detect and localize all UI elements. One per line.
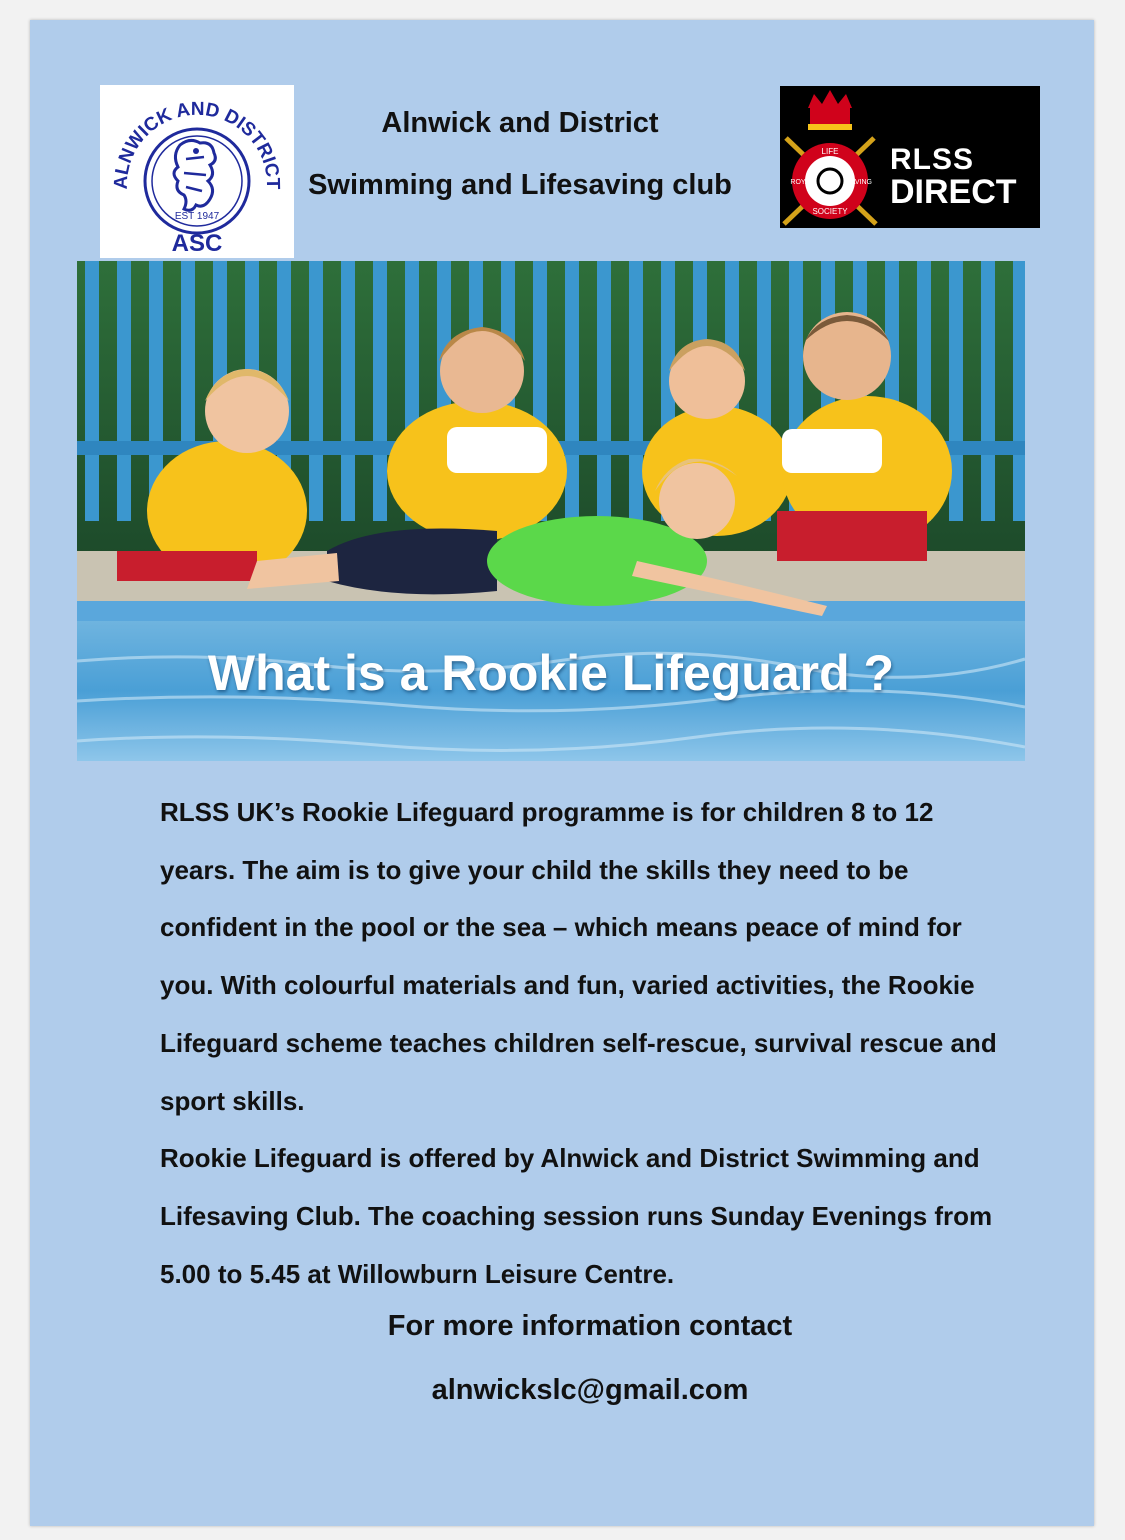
crown-icon [808, 90, 852, 130]
club-name-line2: Swimming and Lifesaving club [308, 169, 732, 201]
club-logo-est: EST 1947 [174, 211, 220, 222]
lion-icon [174, 140, 215, 210]
rlss-wordmark-line2: DIRECT [890, 173, 1017, 211]
body-paragraph-1: RLSS UK’s Rookie Lifeguard programme is for children 8 to 12 years. The aim is to give your child the skills they need to be confident in the pool or the sea – which means peace of mind for you. With colourful materials and fun, varied activities, the Rookie Lifeguard scheme teaches children self-rescue, survival rescue and sport skills. [160, 797, 997, 1116]
emblem-word-life: LIFE [821, 147, 839, 156]
flyer-page [30, 20, 1094, 1526]
emblem-word-society: SOCIETY [812, 207, 848, 216]
emblem-word-saving: SAVING [846, 179, 872, 186]
hero-photo [77, 261, 1025, 761]
emblem-word-royal: ROYAL [790, 179, 814, 186]
club-logo [100, 85, 294, 258]
club-name-line1: Alnwick and District [381, 107, 659, 139]
body-paragraph-2: Rookie Lifeguard is offered by Alnwick and District Swimming and Lifesaving Club. The coaching session runs Sunday Evenings from 5.00 to 5.45 at Willowburn Leisure Centre. [160, 1143, 993, 1289]
svg-text:ALNWICK AND DISTRICT [111, 99, 283, 190]
rlss-direct-logo [780, 86, 1040, 228]
club-logo-arc-text: ALNWICK AND DISTRICT [110, 98, 284, 190]
hero-caption: What is a Rookie Lifeguard ? [207, 645, 895, 701]
rlss-wordmark-line1: RLSS [890, 143, 975, 176]
rlss-wordmark [890, 143, 1017, 211]
club-name-heading [280, 92, 760, 216]
body-text [160, 784, 1010, 1303]
contact-email[interactable]: alnwickslc@gmail.com [431, 1374, 749, 1406]
contact-heading: For more information contact [387, 1310, 793, 1342]
club-logo-asc: ASC [171, 230, 223, 257]
